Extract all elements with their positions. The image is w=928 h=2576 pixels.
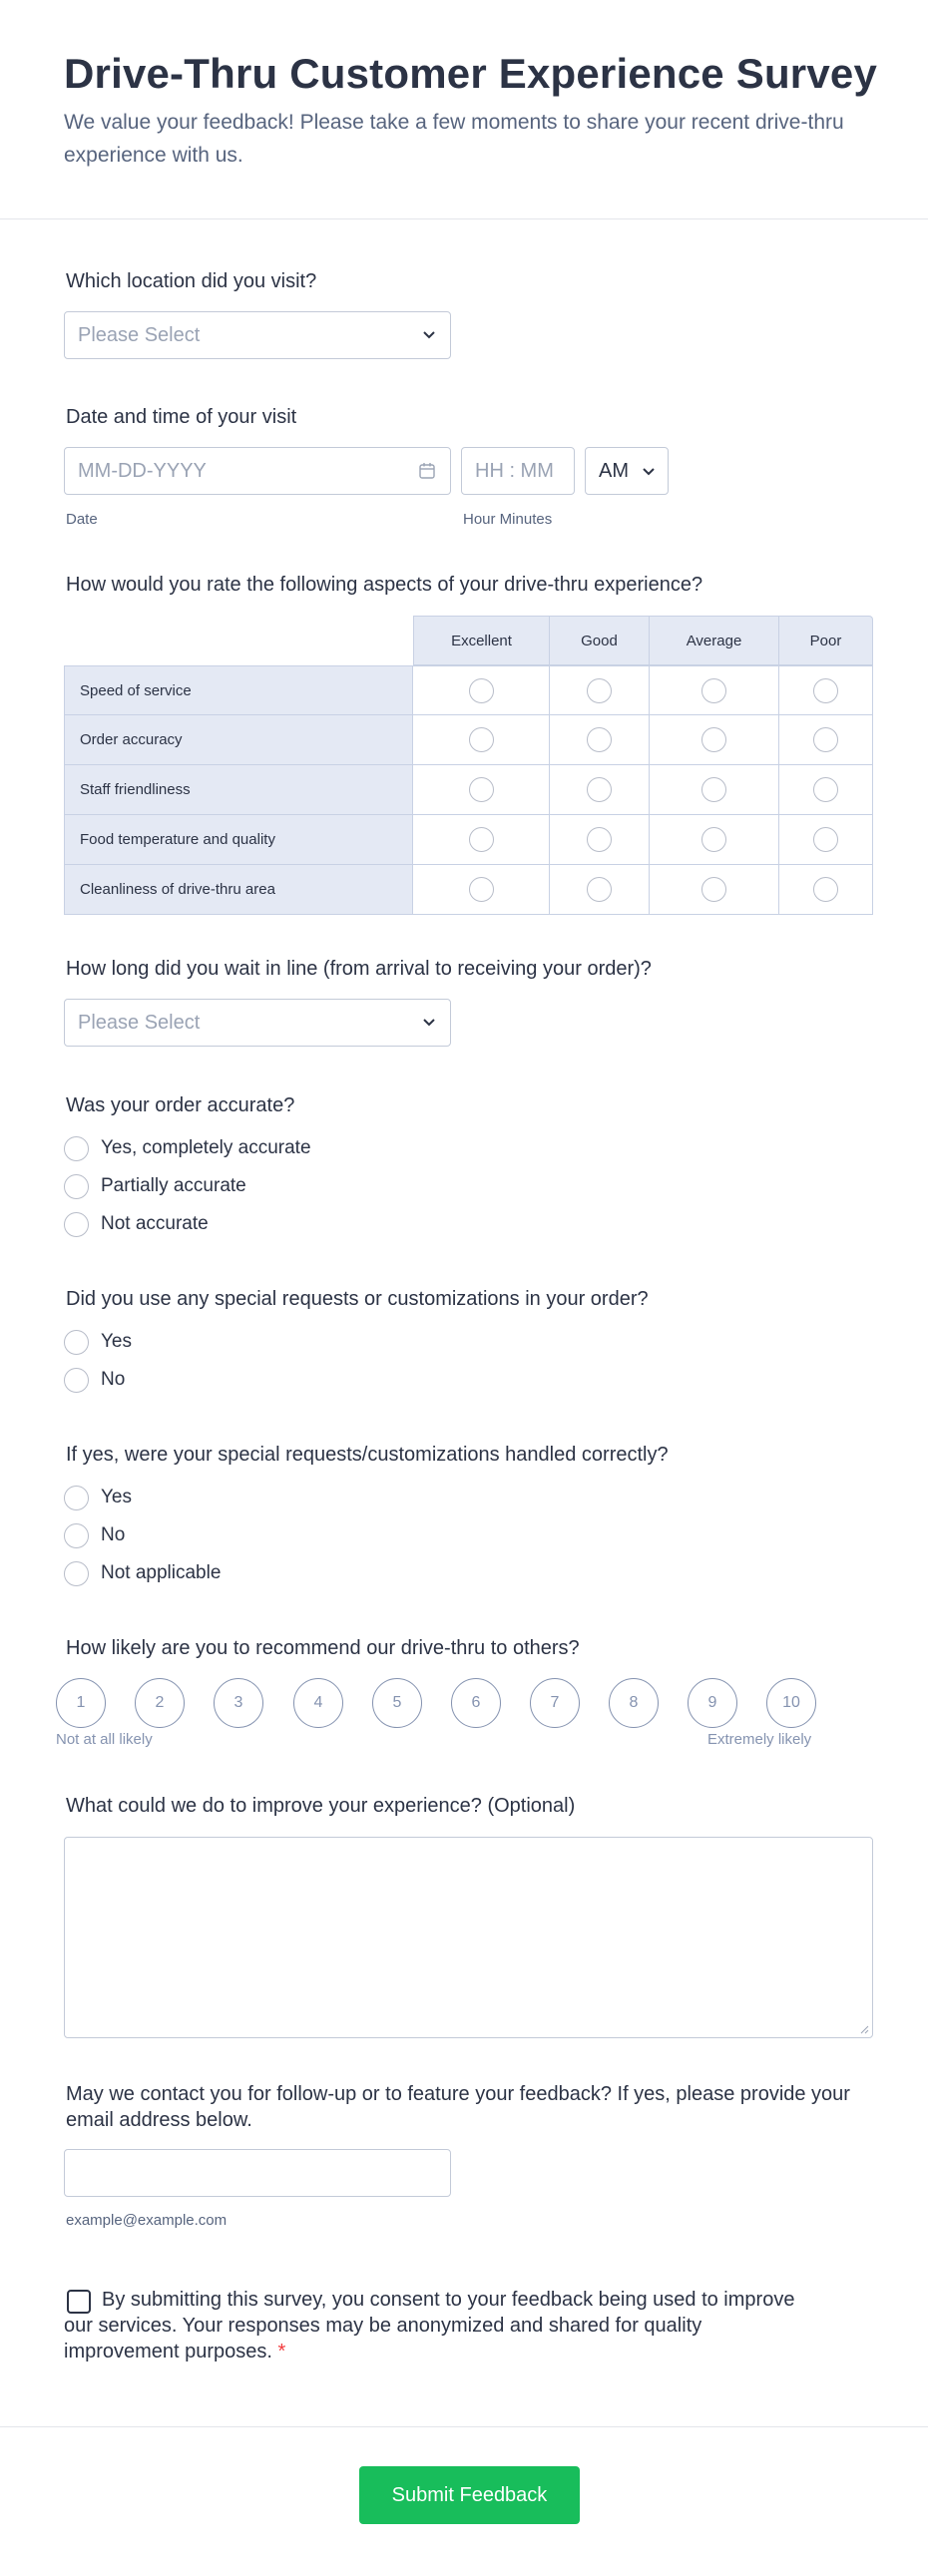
matrix-cell — [779, 715, 873, 765]
radio-button[interactable] — [469, 777, 494, 802]
chevron-down-icon — [640, 462, 658, 480]
improve-label: What could we do to improve your experience? (Optional) — [66, 1795, 576, 1817]
matrix-cell — [413, 665, 550, 715]
special-handled-option-label: Yes — [101, 1487, 132, 1507]
radio-button[interactable] — [701, 877, 726, 902]
matrix-cell — [550, 665, 650, 715]
matrix-cell — [413, 865, 550, 915]
location-label: Which location did you visit? — [66, 270, 317, 292]
radio-button[interactable] — [587, 877, 612, 902]
radio-button[interactable] — [813, 827, 838, 852]
radio-button[interactable] — [587, 777, 612, 802]
radio-button[interactable] — [469, 727, 494, 752]
radio-button[interactable] — [701, 678, 726, 703]
time-placeholder: HH : MM — [475, 460, 554, 482]
ampm-value: AM — [599, 460, 629, 482]
radio-button[interactable] — [469, 877, 494, 902]
wait-label: How long did you wait in line (from arrival to receiving your order)? — [66, 958, 652, 980]
contact-label: May we contact you for follow-up or to feature your feedback? If yes, please provide your email address below. — [66, 2083, 850, 2131]
matrix-cell — [550, 765, 650, 815]
matrix-cell — [650, 715, 779, 765]
special-handled-option[interactable] — [64, 1485, 132, 1510]
matrix-cell — [650, 865, 779, 915]
accuracy-option-label: Partially accurate — [101, 1175, 246, 1196]
submit-button[interactable]: Submit Feedback — [359, 2466, 580, 2524]
ampm-select[interactable] — [585, 447, 669, 495]
matrix-column-header: Poor — [779, 616, 873, 665]
consent-text — [64, 2287, 802, 2364]
matrix-cell — [413, 815, 550, 865]
matrix-cell — [550, 815, 650, 865]
wait-select[interactable] — [64, 999, 451, 1047]
chevron-down-icon — [420, 325, 438, 343]
email-field[interactable] — [64, 2149, 451, 2197]
scale-high-label: Extremely likely — [707, 1731, 812, 1748]
form-title: Drive-Thru Customer Experience Survey — [64, 50, 878, 97]
radio-button[interactable] — [701, 727, 726, 752]
radio-button[interactable] — [64, 1136, 89, 1161]
matrix-cell — [779, 665, 873, 715]
recommend-label: How likely are you to recommend our drive-thru to others? — [66, 1637, 580, 1659]
required-mark: * — [277, 2341, 286, 2362]
special-handled-option-label: Not applicable — [101, 1562, 222, 1583]
form-header — [0, 0, 928, 219]
radio-button[interactable] — [64, 1174, 89, 1199]
special-handled-option-label: No — [101, 1524, 126, 1545]
accuracy-label: Was your order accurate? — [66, 1094, 295, 1116]
accuracy-option-label: Yes, completely accurate — [101, 1137, 311, 1158]
radio-button[interactable] — [469, 678, 494, 703]
chevron-down-icon — [420, 1013, 438, 1031]
matrix-column-header: Good — [550, 616, 650, 665]
wait-placeholder: Please Select — [78, 1012, 201, 1034]
radio-button[interactable] — [64, 1330, 89, 1355]
matrix-row-label: Cleanliness of drive-thru area — [64, 865, 413, 915]
matrix-row-label: Speed of service — [64, 665, 413, 715]
scale-button-8[interactable]: 8 — [609, 1678, 659, 1728]
matrix-cell — [650, 765, 779, 815]
special-option-label: No — [101, 1369, 126, 1390]
matrix-cell — [413, 765, 550, 815]
matrix-cell — [650, 815, 779, 865]
scale-button-9[interactable]: 9 — [688, 1678, 737, 1728]
visit-time-label: Date and time of your visit — [66, 406, 297, 428]
accuracy-option[interactable] — [64, 1211, 209, 1237]
special-handled-option[interactable] — [64, 1560, 221, 1586]
radio-button[interactable] — [813, 727, 838, 752]
matrix-cell — [779, 815, 873, 865]
radio-button[interactable] — [64, 1212, 89, 1237]
radio-button[interactable] — [813, 777, 838, 802]
matrix-row-label: Staff friendliness — [64, 765, 413, 815]
radio-button[interactable] — [701, 777, 726, 802]
improve-textarea[interactable] — [64, 1837, 873, 2038]
scale-button-1[interactable]: 1 — [56, 1678, 106, 1728]
scale-button-2[interactable]: 2 — [135, 1678, 185, 1728]
scale-button-10[interactable]: 10 — [766, 1678, 816, 1728]
consent-label: By submitting this survey, you consent to your feedback being used to improve our services. Your responses may be anonymized and shared for quality improvement purposes. — [64, 2289, 795, 2362]
date-sublabel: Date — [66, 511, 98, 528]
scale-button-3[interactable]: 3 — [214, 1678, 263, 1728]
radio-button[interactable] — [813, 877, 838, 902]
calendar-icon[interactable] — [418, 462, 436, 480]
radio-button[interactable] — [587, 727, 612, 752]
special-option[interactable] — [64, 1367, 125, 1393]
matrix-row-label: Order accuracy — [64, 715, 413, 765]
scale-button-6[interactable]: 6 — [451, 1678, 501, 1728]
date-input[interactable] — [64, 447, 451, 495]
special-label: Did you use any special requests or customizations in your order? — [66, 1288, 649, 1310]
matrix-column-header: Excellent — [413, 616, 550, 665]
matrix-cell — [779, 765, 873, 815]
radio-button[interactable] — [64, 1523, 89, 1548]
scale-low-label: Not at all likely — [56, 1731, 153, 1748]
time-sublabel: Hour Minutes — [463, 511, 553, 528]
location-placeholder: Please Select — [78, 324, 201, 346]
footer-divider — [0, 2426, 928, 2427]
special-option[interactable] — [64, 1329, 132, 1355]
matrix-cell — [413, 715, 550, 765]
radio-button[interactable] — [64, 1486, 89, 1510]
radio-button[interactable] — [587, 827, 612, 852]
email-sublabel: example@example.com — [66, 2212, 228, 2229]
matrix-column-header: Average — [650, 616, 779, 665]
rating-label: How would you rate the following aspects of your drive-thru experience? — [66, 574, 703, 596]
accuracy-option[interactable] — [64, 1173, 246, 1199]
radio-button[interactable] — [813, 678, 838, 703]
date-placeholder: MM-DD-YYYY — [78, 460, 207, 482]
special-option-label: Yes — [101, 1331, 132, 1352]
matrix-cell — [650, 665, 779, 715]
radio-button[interactable] — [64, 1561, 89, 1586]
matrix-cell — [550, 715, 650, 765]
location-select[interactable] — [64, 311, 451, 359]
resize-handle-icon[interactable] — [859, 2024, 869, 2034]
scale-button-5[interactable]: 5 — [372, 1678, 422, 1728]
radio-button[interactable] — [587, 678, 612, 703]
scale-button-7[interactable]: 7 — [530, 1678, 580, 1728]
radio-button[interactable] — [64, 1368, 89, 1393]
matrix-cell — [779, 865, 873, 915]
matrix-row-label: Food temperature and quality — [64, 815, 413, 865]
accuracy-option-label: Not accurate — [101, 1213, 209, 1234]
special-handled-option[interactable] — [64, 1522, 125, 1548]
form-subtitle: We value your feedback! Please take a few moments to share your recent drive-thru experience with us. — [64, 111, 844, 167]
radio-button[interactable] — [701, 827, 726, 852]
matrix-cell — [550, 865, 650, 915]
time-input[interactable] — [461, 447, 575, 495]
special-handled-label: If yes, were your special requests/customizations handled correctly? — [66, 1444, 669, 1466]
accuracy-option[interactable] — [64, 1135, 311, 1161]
radio-button[interactable] — [469, 827, 494, 852]
scale-button-4[interactable]: 4 — [293, 1678, 343, 1728]
